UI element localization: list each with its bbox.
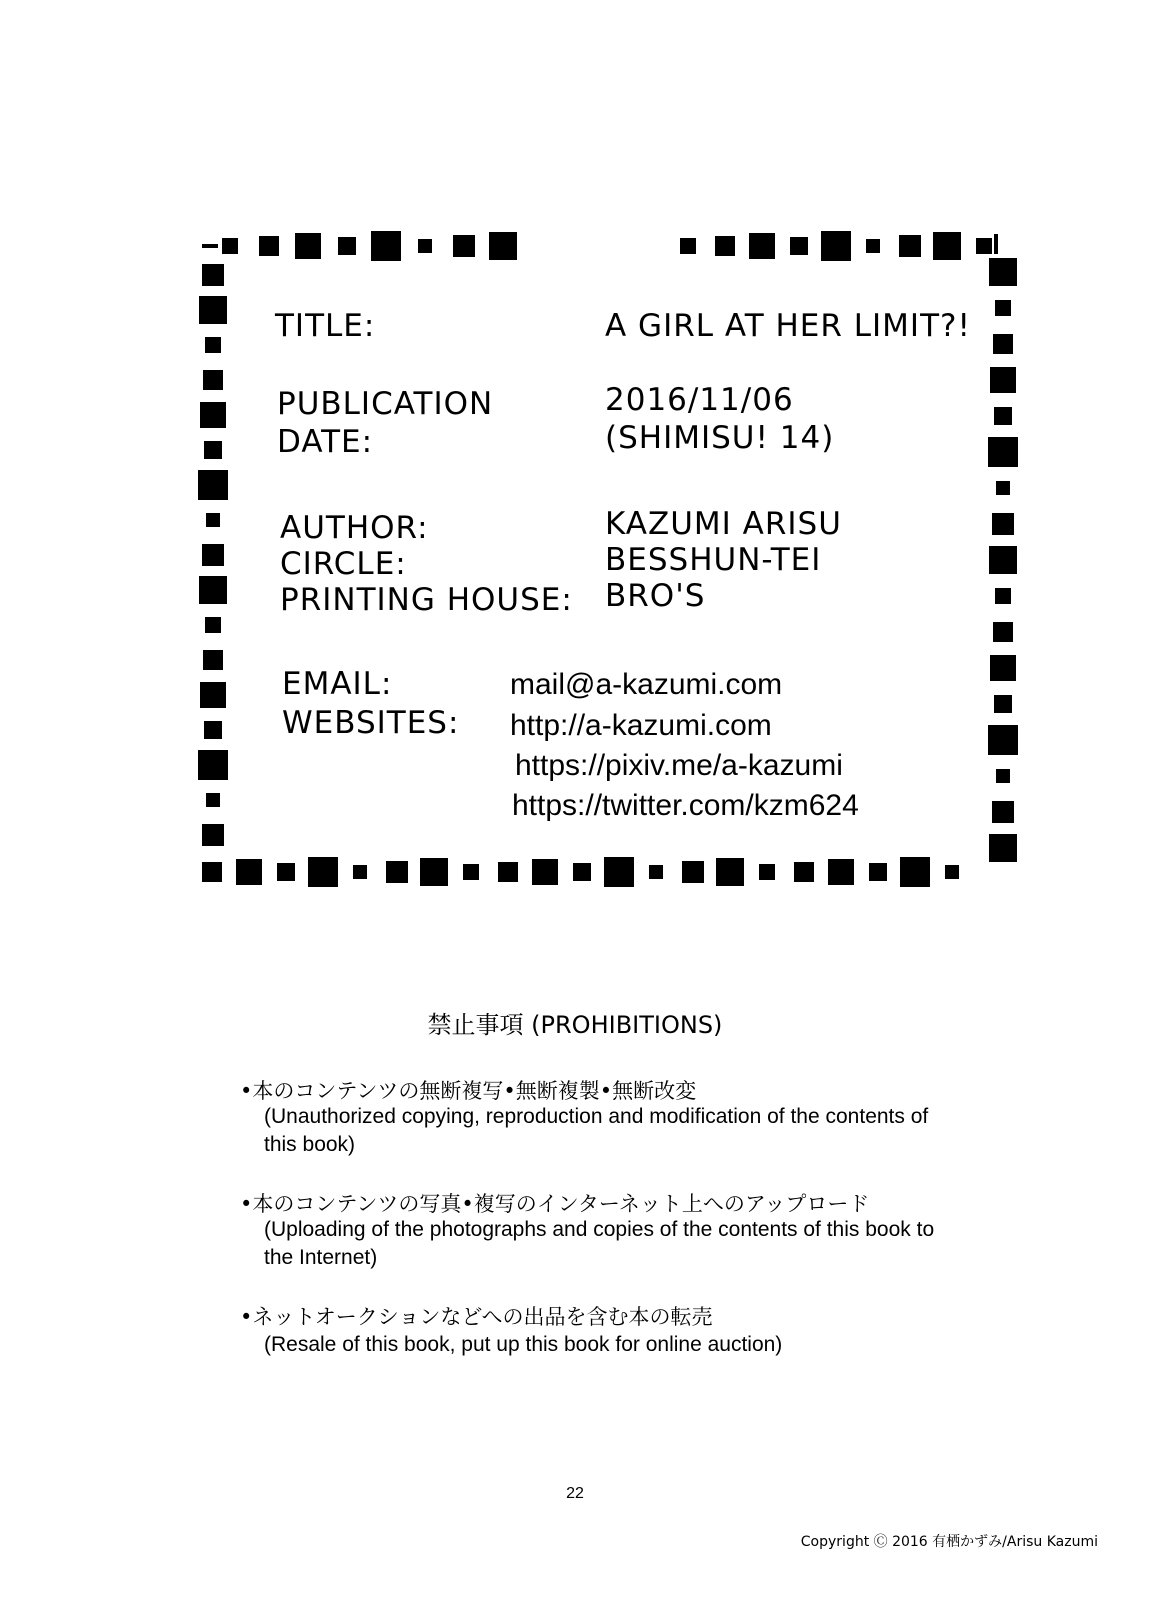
frame-square <box>899 235 921 257</box>
publication-label-line2: DATE: <box>277 424 374 460</box>
frame-square <box>206 793 220 807</box>
frame-square <box>202 544 224 566</box>
website-link: https://pixiv.me/a-kazumi <box>515 749 843 782</box>
frame-square <box>682 861 704 883</box>
frame-square <box>236 859 262 885</box>
frame-square <box>308 857 338 887</box>
frame-square <box>900 857 930 887</box>
frame-square <box>828 859 854 885</box>
frame-square <box>945 865 959 879</box>
frame-square <box>199 576 227 604</box>
author-label: AUTHOR: <box>280 510 429 546</box>
publication-label-line1: PUBLICATION <box>277 386 494 422</box>
page-number: 22 <box>566 1485 584 1502</box>
printing-house-label: PRINTING HOUSE: <box>280 582 573 618</box>
website-link: http://a-kazumi.com <box>510 709 772 742</box>
frame-square <box>992 513 1014 535</box>
frame-square <box>489 232 517 260</box>
author-value: KAZUMI ARISU <box>605 506 842 542</box>
frame-square <box>993 334 1013 354</box>
frame-square <box>338 237 356 255</box>
frame-square <box>988 725 1018 755</box>
frame-corner-tick <box>202 244 218 248</box>
frame-square <box>995 588 1011 604</box>
website-link: https://twitter.com/kzm624 <box>512 789 859 822</box>
frame-square <box>759 864 775 880</box>
frame-square <box>990 367 1016 393</box>
frame-square <box>989 546 1017 574</box>
websites-label: WEBSITES: <box>282 705 460 741</box>
email-value: mail@a-kazumi.com <box>510 668 783 701</box>
email-label: EMAIL: <box>282 666 393 702</box>
frame-square <box>205 337 221 353</box>
frame-square <box>869 863 887 881</box>
frame-square <box>993 622 1013 642</box>
publication-event-value: (SHIMISU! 14) <box>605 420 835 456</box>
frame-square <box>277 863 295 881</box>
copyright-notice: Copyright Ⓒ 2016 有栖かずみ/Arisu Kazumi <box>800 1534 1098 1550</box>
frame-square <box>990 655 1016 681</box>
frame-square <box>995 300 1011 316</box>
frame-square <box>866 239 880 253</box>
frame-square <box>205 617 221 633</box>
frame-square <box>463 864 479 880</box>
frame-square <box>716 858 744 886</box>
frame-square <box>821 231 851 261</box>
prohibition-item-en: (Resale of this book, put up this book for online auction) <box>264 1333 783 1356</box>
frame-square <box>996 481 1010 495</box>
publication-date-value: 2016/11/06 <box>605 382 794 418</box>
frame-square <box>202 824 224 846</box>
frame-square <box>202 264 224 286</box>
frame-square <box>994 695 1012 713</box>
frame-square <box>790 237 808 255</box>
frame-square <box>604 857 634 887</box>
frame-square <box>996 769 1010 783</box>
frame-square <box>371 231 401 261</box>
frame-square <box>386 861 408 883</box>
prohibitions-heading: 禁止事項 (PROHIBITIONS) <box>427 1011 723 1039</box>
frame-square <box>200 682 226 708</box>
frame-square <box>994 407 1012 425</box>
frame-square <box>203 650 223 670</box>
prohibition-item-jp: •本のコンテンツの無断複写•無断複製•無断改変 <box>240 1079 697 1103</box>
frame-square <box>259 236 279 256</box>
frame-square <box>198 470 228 500</box>
title-label: TITLE: <box>275 308 376 344</box>
frame-square <box>532 859 558 885</box>
frame-square <box>498 862 518 882</box>
frame-square <box>200 402 226 428</box>
frame-square <box>295 233 321 259</box>
frame-square <box>198 750 228 780</box>
frame-square <box>715 236 735 256</box>
circle-label: CIRCLE: <box>280 546 407 582</box>
frame-square <box>202 862 222 882</box>
frame-square <box>573 863 591 881</box>
frame-corner-tick <box>994 234 998 254</box>
frame-square <box>203 370 223 390</box>
printing-house-value: BRO'S <box>605 578 706 614</box>
frame-square <box>989 834 1017 862</box>
title-value: A GIRL AT HER LIMIT?! <box>605 308 971 344</box>
frame-square <box>420 858 448 886</box>
prohibition-item-jp: •本のコンテンツの写真•複写のインターネット上へのアップロード <box>240 1192 870 1216</box>
frame-square <box>204 721 222 739</box>
prohibition-item-jp: •ネットオークションなどへの出品を含む本の転売 <box>240 1305 713 1329</box>
frame-square <box>199 296 227 324</box>
frame-square <box>749 233 775 259</box>
frame-square <box>680 238 696 254</box>
frame-square <box>976 238 992 254</box>
frame-square <box>204 441 222 459</box>
frame-square <box>989 258 1017 286</box>
frame-square <box>206 513 220 527</box>
frame-square <box>988 437 1018 467</box>
frame-square <box>453 235 475 257</box>
prohibition-item-en: (Uploading of the photographs and copies of the contents of this book to the Internet) <box>264 1218 935 1269</box>
frame-square <box>933 232 961 260</box>
prohibition-item-en: (Unauthorized copying, reproduction and modification of the contents of this book) <box>264 1105 929 1156</box>
frame-square <box>794 862 814 882</box>
frame-square <box>649 865 663 879</box>
circle-value: BESSHUN-TEI <box>605 542 822 578</box>
frame-square <box>222 238 238 254</box>
frame-square <box>418 239 432 253</box>
frame-square <box>353 865 367 879</box>
frame-square <box>992 801 1014 823</box>
